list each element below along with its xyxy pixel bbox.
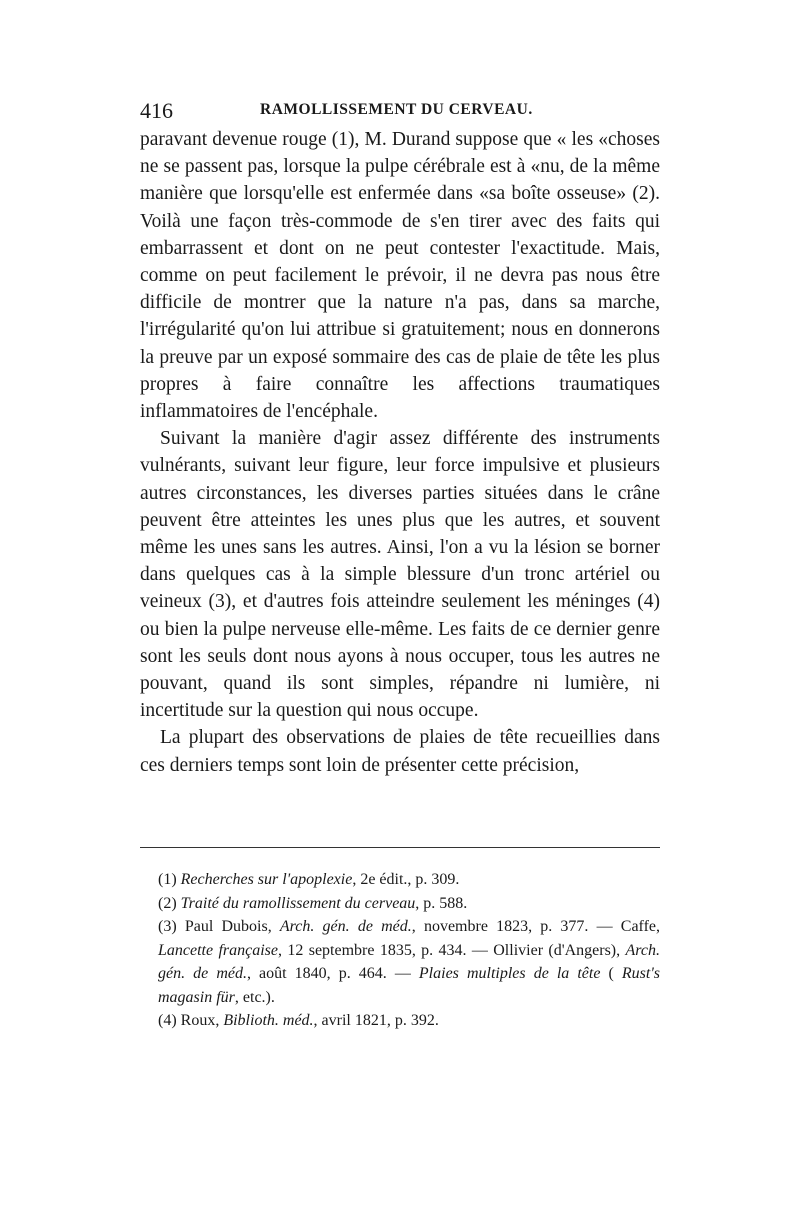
body-text <box>140 126 660 779</box>
footnote-3-part-e: , 12 septembre 1835, p. 434. — Ollivier (d'Angers), <box>278 941 626 959</box>
page-header <box>140 98 660 122</box>
paragraph-3: La plupart des observations de plaies de tête recueillies dans ces derniers temps sont loin de présenter cette précision, <box>140 727 660 776</box>
footnote-2-rest: , p. 588. <box>415 894 468 912</box>
footnote-3-number: (3) <box>158 918 177 935</box>
footnote-rule <box>140 847 660 848</box>
footnote-1-number: (1) <box>158 871 177 888</box>
page-number: 416 <box>140 98 173 123</box>
footnote-3 <box>140 915 660 1009</box>
footnote-2-number: (2) <box>158 894 177 912</box>
footnote-1 <box>140 868 660 892</box>
footnote-4 <box>140 1009 660 1033</box>
footnote-3-part-c: , novembre 1823, p. 377. — Caffe, <box>411 918 661 935</box>
footnote-3-part-a: Paul Dubois, <box>184 918 280 935</box>
footnote-2-title: Traité du ramollissement du cerveau <box>180 894 416 912</box>
footnote-3-part-k: , etc.). <box>234 988 275 1006</box>
footnote-1-rest: , 2e édit., p. 309. <box>352 871 460 888</box>
footnote-4-part-c: , avril 1821, p. 392. <box>313 1012 439 1029</box>
footnote-4-number: (4) <box>158 1012 177 1029</box>
paragraph-1: paravant devenue rouge (1), M. Durand suppose que « les «choses ne se passent pas, lorsque la pulpe cérébrale est à «nu, de la même manière que lorsqu'elle est enfermée dans «sa boîte osseuse» (2). Voilà une façon très-commode de s'en tirer avec des faits qui embarrassent et dont on ne peut contester l'exactitude. Mais, comme on peut facilement le prévoir, il ne devra pas nous être difficile de montrer que la nature n'a pas, dans sa marche, l'irrégularité qu'on lui attribue si gratuitement; nous en donnerons la preuve par un exposé sommaire des cas de plaie de tête les plus propres à faire connaître les affections traumatiques inflammatoires de l'encéphale. <box>140 129 660 423</box>
footnotes <box>140 868 660 1033</box>
paragraph-2: Suivant la manière d'agir assez différente des instruments vulnérants, suivant leur figure, leur force impulsive et plusieurs autres circonstances, les diverses parties situées dans le crâne peuvent être atteintes les unes plus que les autres, et souvent même les unes sans les autres. Ainsi, l'on a vu la lésion se borner dans quelques cas à la simple blessure d'un tronc artériel ou veineux (3), et d'autres fois atteindre seulement les méninges (4) ou bien la pulpe nerveuse elle-même. Les faits de ce dernier genre sont les seuls dont nous ayons à nous occuper, tous les autres ne pouvant, quand ils sont simples, répandre ni lumière, ni incertitude sur la question qui nous occupe. <box>140 428 660 722</box>
footnote-4-part-b: Biblioth. méd. <box>223 1012 314 1029</box>
footnote-4-part-a: Roux, <box>180 1012 224 1029</box>
footnote-3-part-h: Plaies multiples de la tête <box>418 965 601 982</box>
footnote-3-part-f: Arch. gén. de méd. <box>158 941 661 982</box>
footnote-3-part-i: ( <box>600 965 622 982</box>
footnote-3-part-j: Rust's magasin für <box>158 965 660 1006</box>
footnote-1-title: Recherches sur l'apoplexie <box>180 871 353 888</box>
footnote-2 <box>140 892 660 916</box>
footnote-3-part-d: Lancette française <box>158 941 278 959</box>
running-head: RAMOLLISSEMENT DU CERVEAU. <box>260 101 533 118</box>
footnote-3-part-b: Arch. gén. de méd. <box>279 918 412 935</box>
footnote-3-part-g: , août 1840, p. 464. — <box>246 965 419 982</box>
